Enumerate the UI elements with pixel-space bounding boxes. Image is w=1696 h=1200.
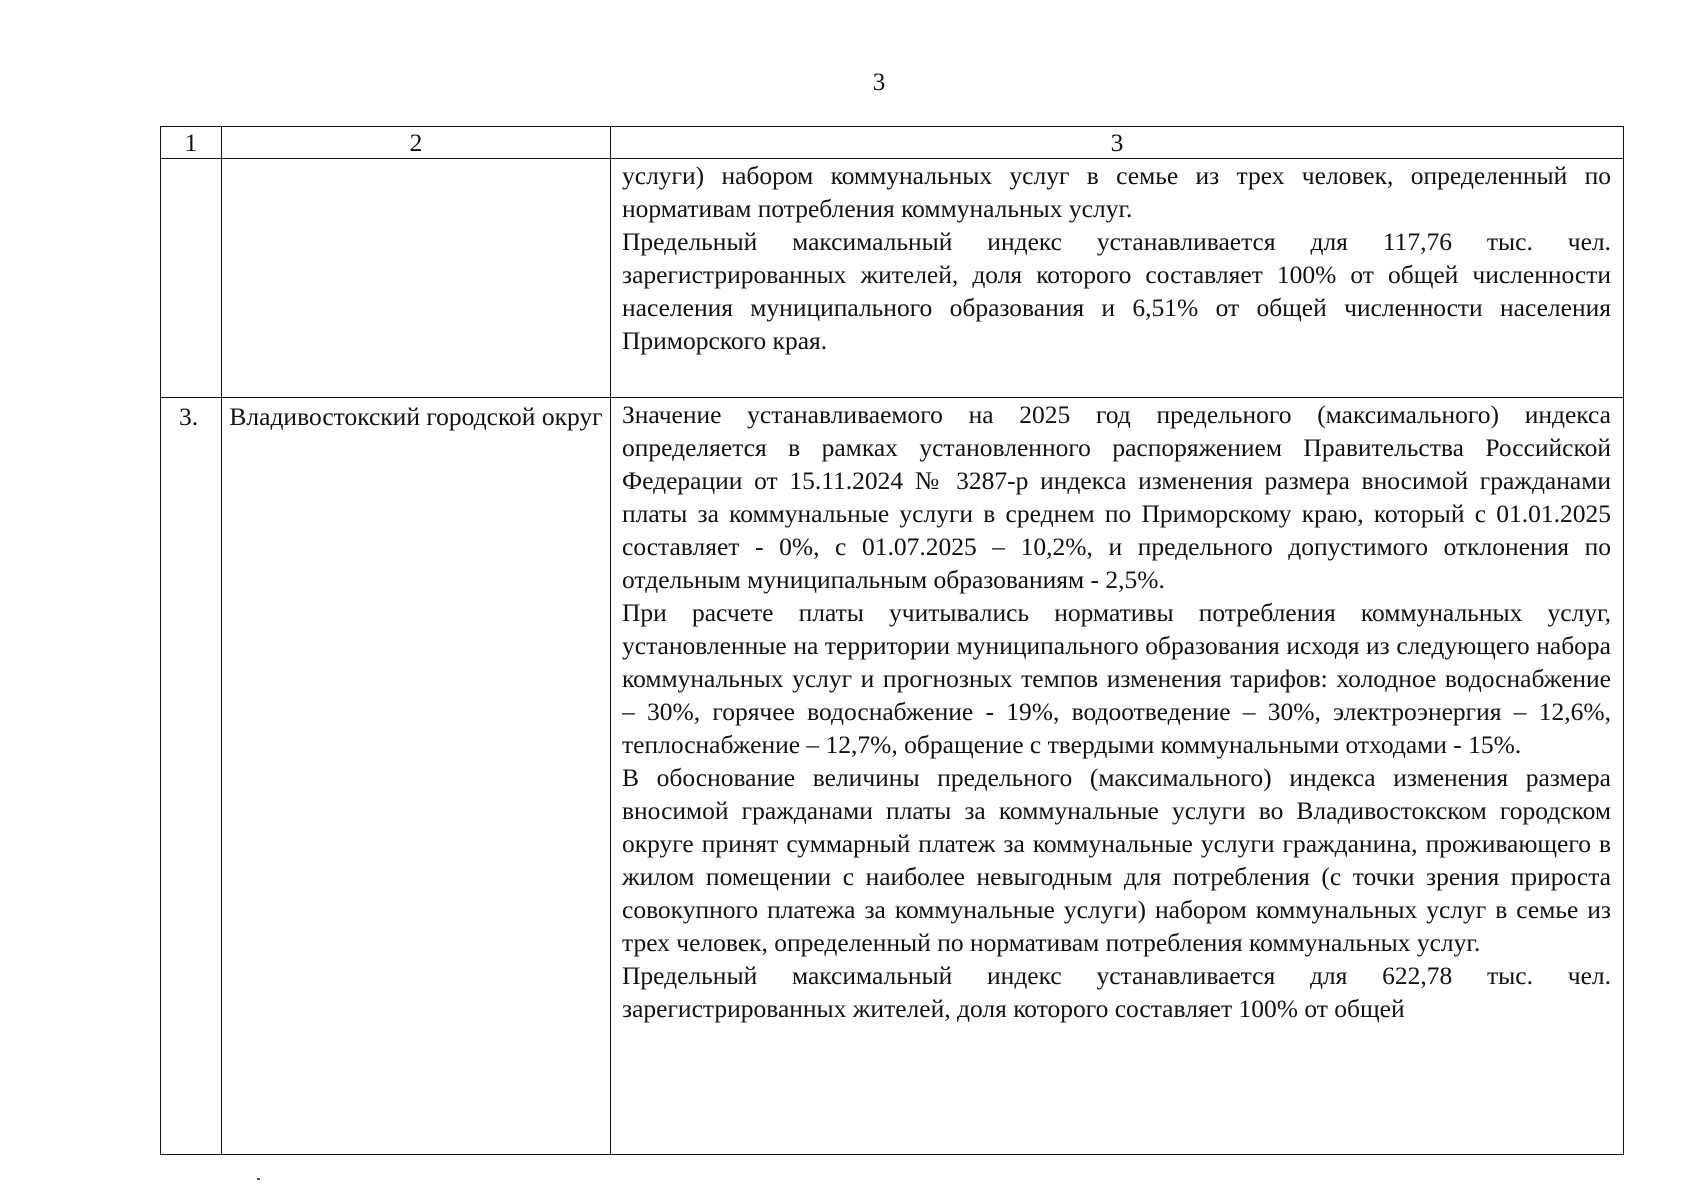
row-description	[611, 159, 1624, 398]
row-number	[161, 159, 222, 398]
paragraph: услуги) набором коммунальных услуг в семье из трех человек, определенный по нормативам потребления коммунальных услуг.	[622, 161, 1611, 223]
paragraph: Предельный максимальный индекс устанавливается для 622,78 тыс. чел. зарегистрированных жителей, доля которого составляет 100% от общей	[622, 961, 1611, 1023]
row-description	[611, 398, 1624, 1155]
header-col-3: 3	[611, 127, 1624, 159]
table-row	[161, 159, 1624, 398]
row-region	[222, 159, 611, 398]
paragraph: В обоснование величины предельного (максимального) индекса изменения размера вносимой гражданами платы за коммунальные услуги во Владивостокском городском округе принят суммарный платеж за коммунальные услуги гражданина, проживающего в жилом помещении с наиболее невыгодным для потребления (с точки зрения прироста совокупного платежа за коммунальные услуги) набором коммунальных услуг в семье из трех человек, определенный по нормативам потребления коммунальных услуг.	[622, 763, 1611, 957]
row-number: 3.	[161, 398, 222, 1155]
scan-artifact	[257, 1178, 260, 1180]
table-header-row	[161, 127, 1624, 159]
page-number: 3	[872, 69, 886, 96]
header-col-2: 2	[222, 127, 611, 159]
paragraph: Значение устанавливаемого на 2025 год предельного (максимального) индекса определяется в рамках установленного распоряжением Правительства Российской Федерации от 15.11.2024 № 3287-р индекса изменения размера вносимой гражданами платы за коммунальные услуги в среднем по Приморскому краю, который с 01.01.2025 составляет - 0%, с 01.07.2025 – 10,2%, и предельного допустимого отклонения по отдельным муниципальным образованиям - 2,5%.	[622, 400, 1611, 594]
header-col-1: 1	[161, 127, 222, 159]
index-table	[160, 126, 1624, 1155]
paragraph: Предельный максимальный индекс устанавливается для 117,76 тыс. чел. зарегистрированных жителей, доля которого составляет 100% от общей численности населения муниципального образования и 6,51% от общей численности населения Приморского края.	[622, 227, 1611, 355]
row-region: Владивостокский городской округ	[222, 398, 611, 1155]
paragraph: При расчете платы учитывались нормативы потребления коммунальных услуг, установленные на территории муниципального образования исходя из следующего набора коммунальных услуг и прогнозных темпов изменения тарифов: холодное водоснабжение – 30%, горячее водоснабжение - 19%, водоотведение – 30%, электроэнергия – 12,6%, теплоснабжение – 12,7%, обращение с твердыми коммунальными отходами - 15%.	[622, 598, 1611, 759]
table-row	[161, 398, 1624, 1155]
